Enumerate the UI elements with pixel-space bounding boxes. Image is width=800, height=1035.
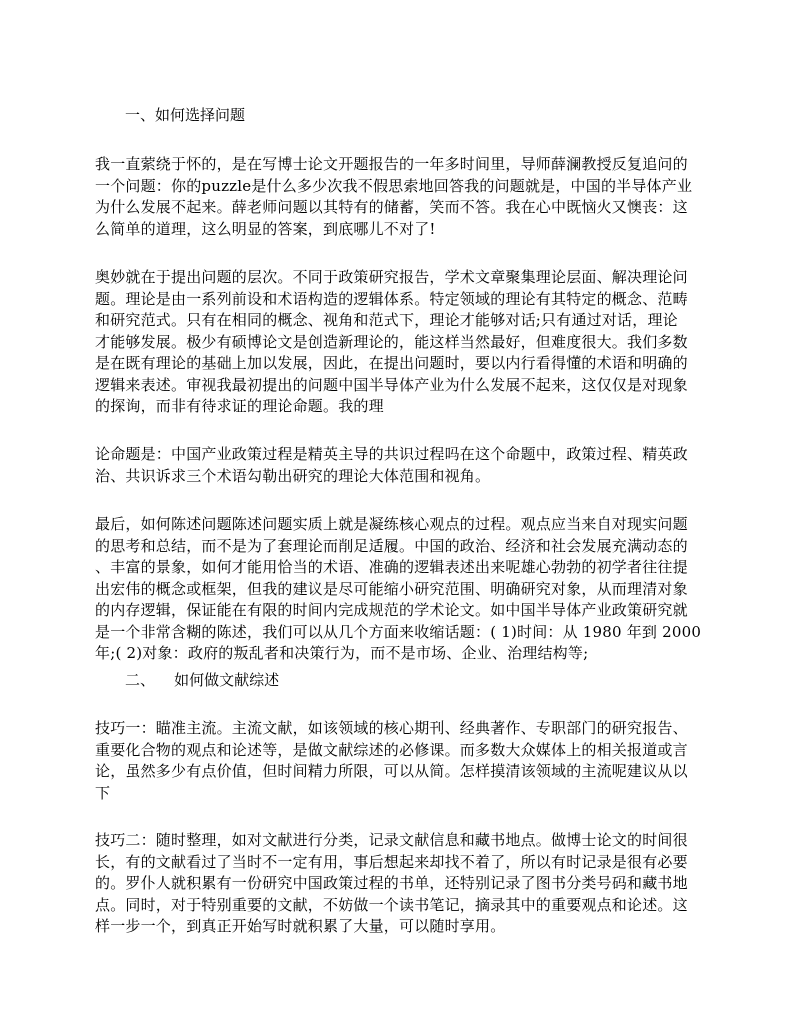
paragraph-theory-proposition: 论命题是：中国产业政策过程是精英主导的共识过程吗在这个命题中，政策过程、精英政 治、共识诉求三个术语勾勒出研究的理论大体范围和视角。 <box>95 445 688 485</box>
section-heading-choose-question: 一、如何选择问题 <box>125 106 246 124</box>
paragraph-puzzle: 我一直萦绕于怀的，是在写博士论文开题报告的一年多时间里，导师薛澜教授反复追问的 一个问题：你的puzzle是什么多少次我不假思索地回答我的问题就是，中国的半导体产业 为什么发展不起来。薛老师问题以其特有的储蓄，笑而不答。我在心中既恼火又懊丧：这 么简单的道理，这么明显的答案，到底哪儿不对了! <box>95 155 693 238</box>
paragraph-question-level: 奥妙就在于提出问题的层次。不同于政策研究报告，学术文章聚集理论层面、解决理论问 题。理论是由一系列前设和术语构造的逻辑体系。特定领域的理论有其特定的概念、范畴 和研究范式。只有在相同的概念、视角和范式下，理论才能够对话;只有通过对话，理论 才能够发展。极少有硕博论文是创造新理论的，能这样当然最好，但难度很大。我们多数 是在既有理论的基础上加以发展，因此，在提出问题时，要以内行看得懂的术语和明确的 逻辑来表述。审视我最初提出的问题中国半导体产业为什么发展不起来，这仅仅是对现象 的探询，而非有待求证的理论命题。我的理 <box>95 268 688 415</box>
paragraph-tip-two: 技巧二：随时整理，如对文献进行分类，记录文献信息和藏书地点。做博士论文的时间很 长，有的文献看过了当时不一定有用，事后想起来却找不着了，所以有时记录是很有必要 的。罗仆人就积累有一份研究中国政策过程的书单，还特别记录了图书分类号码和藏书地 点。同时，对于特别重要的文献，不妨做一个读书笔记，摘录其中的重要观点和论述。这 样一步一个，到真正开始写时就积累了大量，可以随时享用。 <box>95 831 688 935</box>
paragraph-state-question: 最后，如何陈述问题陈述问题实质上就是凝练核心观点的过程。观点应当来自对现实问题 的思考和总结，而不是为了套理论而削足适履。中国的政治、经济和社会发展充满动态的 、丰富的景象，如何才能用恰当的术语、准确的逻辑表述出来呢雄心勃勃的初学者往往提 出宏伟的概念或框架，但我的建议是尽可能缩小研究范围、明确研究对象，从而理清对象 的内存逻辑，保证能在有限的时间内完成规范的学术论文。如中国半导体产业政策研究就 是一个非常含糊的陈述，我们可以从几个方面来收缩话题：( 1)时间：从 1980 年到 2000 年;( 2)对象：政府的叛乱者和决策行为，而不是市场、企业、治理结构等; <box>95 515 702 662</box>
section-heading-literature-review: 二、 如何做文献综述 <box>125 671 280 689</box>
paragraph-tip-one: 技巧一：瞄准主流。主流文献，如该领域的核心期刊、经典著作、专职部门的研究报告、 重要化合物的观点和论述等，是做文献综述的必修课。而多数大众媒体上的相关报道或言 论，虽然多少有点价值，但时间精力所限，可以从简。怎样摸清该领域的主流呢建议从以 下 <box>95 719 688 802</box>
